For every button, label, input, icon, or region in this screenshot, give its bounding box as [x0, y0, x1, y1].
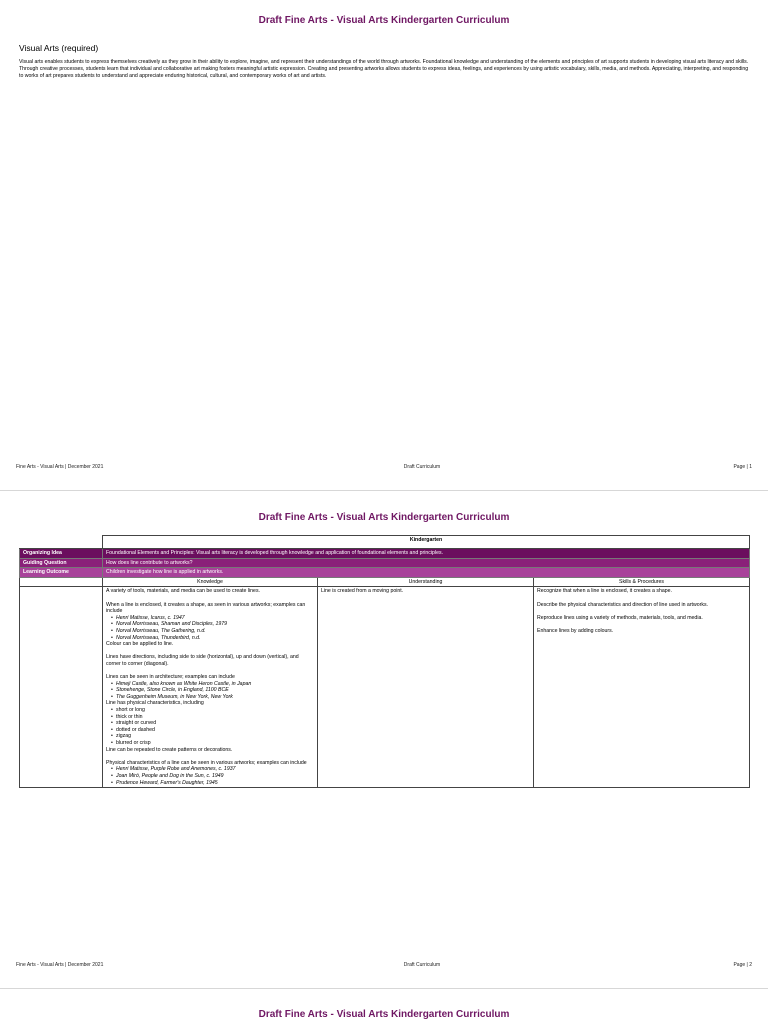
- guiding-question-text: How does line contribute to artworks?: [103, 558, 750, 568]
- knowledge-text: Lines have directions, including side to side (horizontal), up and down (vertical), and corner to corner (diagonal).: [106, 654, 299, 667]
- list-item: • Henri Matisse, Purple Robe and Anemones, c. 1937: [112, 766, 314, 773]
- section-heading: Visual Arts (required): [19, 43, 99, 53]
- understanding-text: Line is created from a moving point.: [321, 588, 404, 595]
- list-item: • straight or curved: [112, 720, 314, 727]
- footer-left: Fine Arts - Visual Arts | December 2021: [16, 464, 104, 470]
- skill-item: Reproduce lines using a variety of methods, materials, tools, and media.: [537, 614, 703, 621]
- list-item: • short or long: [112, 707, 314, 714]
- page-title: Draft Fine Arts - Visual Arts Kindergarten Curriculum: [258, 512, 510, 523]
- grade-header: Kindergarten: [103, 536, 750, 549]
- list-item: • Norval Morrisseau, The Gathering, n.d.: [112, 628, 314, 635]
- organizing-idea-label: Organizing Idea: [20, 549, 103, 559]
- skill-item: Describe the physical characteristics and direction of line used in artworks.: [537, 601, 708, 608]
- empty-cell: [20, 577, 103, 587]
- page-separator: [0, 988, 768, 989]
- page-title: Draft Fine Arts - Visual Arts Kindergarten Curriculum: [258, 1009, 510, 1020]
- understanding-cell: [318, 587, 534, 788]
- characteristics-list: [106, 707, 314, 747]
- page-separator: [0, 490, 768, 491]
- list-item: • Stonehenge, Stone Circle, in England, 1100 BCE: [112, 687, 314, 694]
- curriculum-table: [19, 535, 750, 788]
- guiding-question-label: Guiding Question: [20, 558, 103, 568]
- knowledge-text: Physical characteristics of a line can be seen in various artworks; examples can include: [106, 759, 307, 766]
- intro-paragraph: Visual arts enables students to express themselves creatively as they grow in their ability to explore, imagine, and represent their understandings of the world through artworks. Foundational knowledge and understanding of the elements and principles of art supports students in developing visual arts literacy and skills. Through creative processes, students learn that individual and collaborative art making fosters meaningful artistic expression. Creating and presenting artworks allows students to express ideas, feelings, and experiences by using artistic vocabulary, skills, media, and methods. Appreciating, interpreting, and responding to works of art prepares students to understand and appreciate enduring historical, cultural, and contemporary works of art and artists.: [19, 59, 749, 79]
- list-item: • thick or thin: [112, 714, 314, 721]
- list-item: • blurred or crisp: [112, 740, 314, 747]
- artwork-list: [106, 766, 314, 786]
- empty-cell: [20, 587, 103, 788]
- list-item: • Himeji Castle, also known as White Heron Castle, in Japan: [112, 681, 314, 688]
- knowledge-text: Lines can be seen in architecture; examples can include: [106, 674, 235, 681]
- column-header-row: [20, 577, 750, 587]
- footer-page-number: Page | 2: [733, 962, 752, 968]
- footer-page-number: Page | 1: [733, 464, 752, 470]
- list-item: • The Guggenheim Museum, in New York, New York: [112, 694, 314, 701]
- page-title: Draft Fine Arts - Visual Arts Kindergarten Curriculum: [258, 15, 510, 26]
- content-row: [20, 587, 750, 788]
- list-item: • zigzag: [112, 733, 314, 740]
- artwork-list: [106, 615, 314, 641]
- list-item: • Prudence Heward, Farmer's Daughter, 1945: [112, 780, 314, 787]
- knowledge-text: Line can be repeated to create patterns or decorations.: [106, 746, 233, 753]
- footer-left: Fine Arts - Visual Arts | December 2021: [16, 962, 104, 968]
- list-item: • Norval Morrisseau, Thunderbird, n.d.: [112, 635, 314, 642]
- knowledge-cell: [103, 587, 318, 788]
- understanding-header: Understanding: [318, 577, 534, 587]
- list-item: • dotted or dashed: [112, 727, 314, 734]
- list-item: • Norval Morrisseau, Shaman and Disciples, 1979: [112, 621, 314, 628]
- skills-header: Skills & Procedures: [534, 577, 750, 587]
- list-item: • Henri Matisse, Icarus, c. 1947: [112, 615, 314, 622]
- architecture-list: [106, 681, 314, 701]
- knowledge-header: Knowledge: [103, 577, 318, 587]
- knowledge-text: When a line is enclosed, it creates a shape, as seen in various artworks; examples can include: [106, 601, 306, 615]
- skill-item: Recognize that when a line is enclosed, it creates a shape.: [537, 588, 672, 595]
- learning-outcome-row: [20, 568, 750, 578]
- knowledge-text: Colour can be applied to line.: [106, 641, 174, 648]
- skill-item: Enhance lines by adding colours.: [537, 627, 614, 634]
- learning-outcome-text: Children investigate how line is applied in artworks.: [103, 568, 750, 578]
- footer-center: Draft Curriculum: [403, 962, 441, 968]
- table-row: [20, 536, 750, 549]
- knowledge-text: Line has physical characteristics, including: [106, 700, 204, 707]
- organizing-idea-text: Foundational Elements and Principles: Visual arts literacy is developed through knowledge and application of foundational elements and principles.: [103, 549, 750, 559]
- footer-center: Draft Curriculum: [403, 464, 441, 470]
- skills-cell: [534, 587, 750, 788]
- empty-cell: [20, 536, 103, 549]
- knowledge-text: A variety of tools, materials, and media can be used to create lines.: [106, 588, 260, 595]
- organizing-idea-row: [20, 549, 750, 559]
- guiding-question-row: [20, 558, 750, 568]
- learning-outcome-label: Learning Outcome: [20, 568, 103, 578]
- list-item: • Joan Miró, People and Dog in the Sun, c. 1949: [112, 773, 314, 780]
